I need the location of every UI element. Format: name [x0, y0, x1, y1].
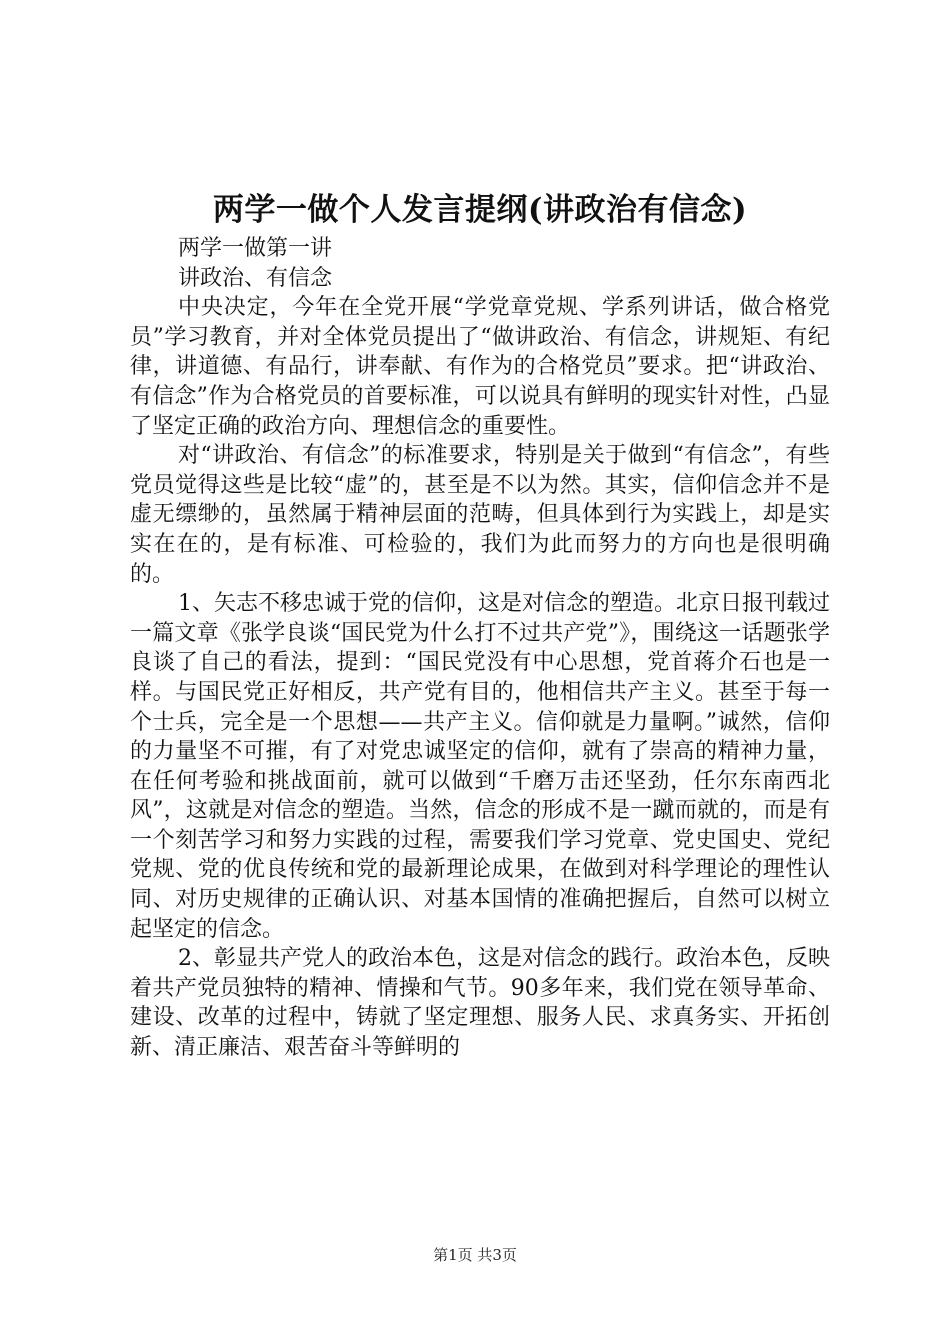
document-body [130, 188, 830, 1063]
paragraph-1: 中央决定，今年在全党开展“学党章党规、学系列讲话，做合格党员”学习教育，并对全体党员提出了“做讲政治、有信念，讲规矩、有纪律，讲道德、有品行，讲奉献、有作为的合格党员”要求。把“讲政治、有信念”作为合格党员的首要标准，可以说具有鲜明的现实针对性，凸显了坚定正确的政治方向、理想信念的重要性。 [130, 295, 830, 439]
lecture-topic: 讲政治、有信念 [178, 265, 333, 291]
lecture-number: 两学一做第一讲 [178, 236, 333, 261]
paragraph-3: 1、矢志不移忠诚于党的信仰，这是对信念的塑造。北京日报刊载过一篇文章《张学良谈“国民党为什么打不过共产党”》，围绕这一话题张学良谈了自己的看法，提到：“国民党没有中心思想，党首蒋介石也是一样。与国民党正好相反，共产党有目的，他相信共产主义。甚至于每一个士兵，完全是一个思想——共产主义。信仰就是力量啊。”诚然，信仰的力量坚不可摧，有了对党忠诚坚定的信仰，就有了崇高的精神力量，在任何考验和挑战面前，就可以做到“千磨万击还坚劲，任尔东南西北风”，这就是对信念的塑造。当然，信念的形成不是一蹴而就的，而是有一个刻苦学习和努力实践的过程，需要我们学习党章、党史国史、党纪党规、党的优良传统和党的最新理论成果，在做到对科学理论的理性认同、对历史规律的正确认识、对基本国情的准确把握后，自然可以树立起坚定的信念。 [130, 591, 830, 942]
page-footer: 第1页 共3页 [433, 1246, 517, 1264]
document-title: 两学一做个人发言提纲(讲政治有信念) [212, 192, 748, 228]
paragraph-4: 2、彰显共产党人的政治本色，这是对信念的践行。政治本色，反映着共产党员独特的精神、情操和气节。90多年来，我们党在领导革命、建设、改革的过程中，铸就了坚定理想、服务人民、求真务实、开拓创新、清正廉洁、艰苦奋斗等鲜明的 [130, 946, 830, 1061]
paragraph-2: 对“讲政治、有信念”的标准要求，特别是关于做到“有信念”，有些党员觉得这些是比较“虚”的，甚至是不以为然。其实，信仰信念并不是虚无缥缈的，虽然属于精神层面的范畴，但具体到行为实践上，却是实实在在的，是有标准、可检验的，我们为此而努力的方向也是很明确的。 [130, 443, 830, 587]
